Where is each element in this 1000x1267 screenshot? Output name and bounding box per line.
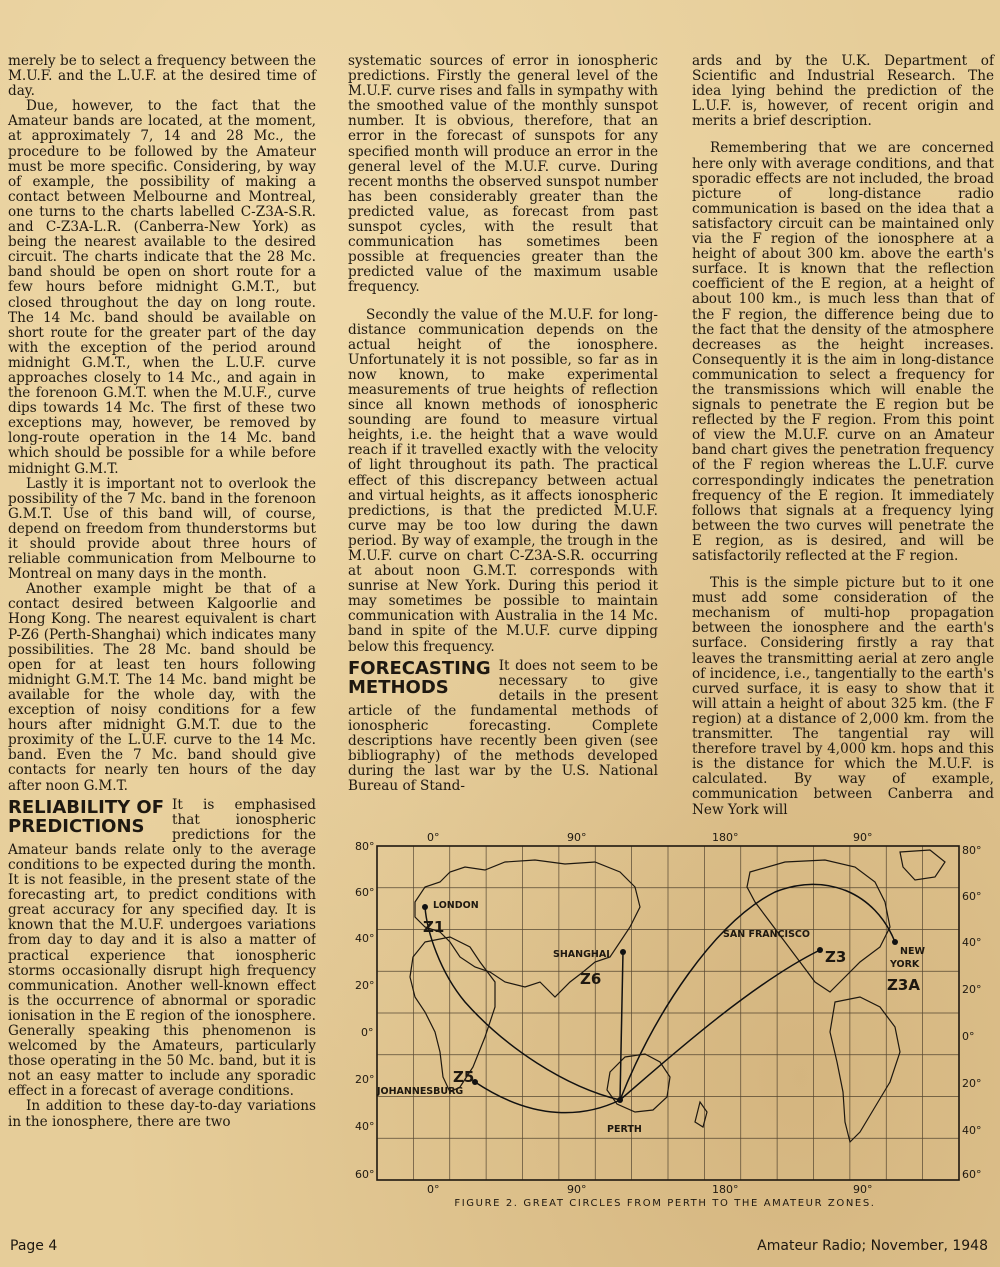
zone-label-z6: Z6 xyxy=(580,970,602,988)
london-marker xyxy=(422,904,428,910)
right-axis-label: 40° xyxy=(962,1124,982,1137)
map-svg xyxy=(355,832,990,1194)
bottom-axis-label: 180° xyxy=(712,1183,739,1194)
paragraph: In addition to these day-to-day variations in the ionosphere, there are two xyxy=(8,1098,316,1130)
right-axis-label: 80° xyxy=(962,844,982,857)
bottom-axis-label: 90° xyxy=(567,1183,587,1194)
left-axis-label: 20° xyxy=(355,1073,375,1086)
great-circle-perth-shanghai xyxy=(620,952,623,1100)
heading-line: RELIABILITY OF xyxy=(8,797,165,818)
great-circle-perth-new-york xyxy=(620,884,895,1100)
europe-asia-outline xyxy=(415,860,640,997)
left-axis-label: 40° xyxy=(355,932,375,945)
right-axis-label: 0° xyxy=(962,1030,975,1043)
shanghai-marker xyxy=(620,949,626,955)
top-axis-label: 0° xyxy=(427,832,440,844)
right-axis-label: 20° xyxy=(962,1077,982,1090)
zone-label-z3a: Z3A xyxy=(887,976,920,994)
top-axis-label: 180° xyxy=(712,832,739,844)
heading-line: PREDICTIONS xyxy=(8,815,145,837)
right-axis-label: 60° xyxy=(962,1168,982,1181)
figure-caption: FIGURE 2. GREAT CIRCLES FROM PERTH TO THE AMATEUR ZONES. xyxy=(454,1198,876,1209)
paragraph: Secondly the value of the M.U.F. for long-distance communication depends on the actual height of the ionosphere. Unfortunately it is not possible, so far as in now known, to make experimental measurements of true heights of reflection since all known methods of ionospheric sounding are found to measure virtual heights, i.e. the height that a wave would reach if it travelled exactly with the velocity of light throughout its path. The practical effect of this discrepancy between actual and virtual heights, as it affects ionospheric predictions, is that the predicted M.U.F. curve may be too low during the dawn period. By way of example, the trough in the M.U.F. curve on chart C-Z3A-S.R. occurring at about noon G.M.T. corresponds with sunrise at New York. During this period it may sometimes be possible to maintain communication with Australia in the 14 Mc. band in spite of the M.U.F. curve dipping below this frequency. xyxy=(348,306,658,655)
page-number: Page 4 xyxy=(10,1238,58,1254)
zone-label-z3: Z3 xyxy=(825,948,847,966)
left-axis-label: 0° xyxy=(361,1026,374,1039)
text-column-3 xyxy=(692,54,994,818)
paragraph: This is the simple picture but to it one must add some consideration of the mechanism of multi-hop propagation between the ionosphere and the earth's surface. Considering firstly a ray that leaves the transmitting aerial at zero angle of incidence, i.e., tangentially to the earth's curved surface, it is easy to show that it will attain a height of about 325 km. (the F region) at a distance of 2,000 km. from the transmitter. The tangential ray will therefore travel by 4,000 km. hops and this is the distance for which the M.U.F. is calculated. By way of example, communication between Canberra and New York will xyxy=(692,575,994,818)
heading-line: FORECASTING xyxy=(348,658,491,679)
heading-line: METHODS xyxy=(348,676,449,698)
section-heading xyxy=(348,659,491,697)
right-axis-label: 40° xyxy=(962,936,982,949)
paragraph: systematic sources of error in ionospheric predictions. Firstly the general level of the M.U.F. curve rises and falls in sympathy with the smoothed value of the monthly sunspot number. It is obvious, therefore, that an error in the forecast of sunspots for any specified month will produce an error in the general level of the M.U.F. curve. During recent months the observed sunspot number has been considerably greater than the predicted value, as forecast from past sunspot cycles, with the result that communication has sometimes been possible at frequencies greater than the predicted value of the maximum usable frequency. xyxy=(348,53,659,296)
bottom-axis-label: 90° xyxy=(853,1183,873,1194)
section-forecasting xyxy=(348,659,658,795)
city-label-san-francisco: SAN FRANCISCO xyxy=(723,929,810,940)
left-axis-label: 20° xyxy=(355,979,375,992)
zone-labels xyxy=(423,918,920,1086)
new-york-marker xyxy=(892,939,898,945)
map-grid xyxy=(377,846,959,1180)
section-heading xyxy=(8,798,164,836)
left-axis-label: 80° xyxy=(355,840,375,853)
zone-label-z5: Z5 xyxy=(453,1068,475,1086)
left-axis-label: 60° xyxy=(355,886,375,899)
south-america-outline xyxy=(830,997,900,1142)
city-label-new-york: YORK xyxy=(890,959,920,970)
text-column-1 xyxy=(8,54,316,1130)
city-label-london: LONDON xyxy=(433,900,479,911)
top-axis-label: 90° xyxy=(567,832,587,844)
bottom-axis-label: 0° xyxy=(427,1183,440,1194)
city-label-johannesburg: JOHANNESBURG xyxy=(377,1086,464,1097)
north-america-outline xyxy=(747,860,890,992)
paragraph: It does not seem to be necessary to give details in the present article of the fundamental methods of ionospheric forecasting. Complete descriptions have recently been given (see bibliography) of the methods developed during the last war by the U.S. National Bureau of Stand- xyxy=(348,658,658,795)
paragraph: It is emphasised that ionospheric predictions for the Amateur bands relate only to the average conditions to be expected during the month. It is not feasible, in the present state of the forecasting art, to predict conditions with great accuracy for any specified day. It is known that the M.U.F. undergoes variations from day to day and it is also a matter of practical experience that ionospheric storms occasionally disrupt high frequency communication. Another well-known effect is the occurrence of abnormal or sporadic ionisation in the E region of the ionosphere. Generally speaking this phenomenon is welcomed by the Amateurs, particularly those operating in the 50 Mc. band, but it is not an easy matter to include any sporadic effect in a forecast of average conditions. xyxy=(8,797,316,1100)
paragraph: Remembering that we are concerned here only with average conditions, and that sporadic effects are not included, the broad picture of long-distance radio communication is based on the idea that a satisfactory circuit can be maintained only via the F region of the ionosphere at a height of about 300 km. above the earth's surface. It is known that the reflection coefficient of the E region, at a height of about 100 km., is much less than that of the F region, the difference being due to the fact that the density of the atmosphere decreases as the height increases. Consequently it is the aim in long-distance communication to select a frequency for the transmissions which will enable the signals to penetrate the E region but be reflected by the F region. From this point of view the M.U.F. curve on an Amateur band chart gives the penetration frequency of the F region whereas the L.U.F. curve correspondingly indicates the penetration frequency of the E region. It immediately follows that signals at a frequency lying between the two curves will penetrate the E region, as is desired, and will be satisfactorily reflected at the F region. xyxy=(692,140,994,564)
paragraph: Due, however, to the fact that the Amateur bands are located, at the moment, at approximately 7, 14 and 28 Mc., the procedure to be followed by the Amateur must be more specific. Considering, by way of example, the possibility of making a contact between Melbourne and Montreal, one turns to the charts labelled C-Z3A-S.R. and C-Z3A-L.R. (Canberra-New York) as being the nearest available to the desired circuit. The charts indicate that the 28 Mc. band should be open on short route for a few hours before midnight G.M.T., but closed throughout the day on long route. The 14 Mc. band should be available on short route for the greater part of the day with the exception of the period around midnight G.M.T., when the L.U.F. curve approaches closely to 14 Mc., and again in the forenoon G.M.T. when the M.U.F., curve dips towards 14 Mc. The first of these two exceptions may, however, be removed by long-route operation in the 14 Mc. band which should be possible for a while before midnight G.M.T. xyxy=(8,98,316,477)
left-axis-label: 40° xyxy=(355,1120,375,1133)
new-zealand-outline xyxy=(695,1102,707,1127)
city-label-perth: PERTH xyxy=(607,1124,642,1135)
continents xyxy=(410,850,945,1142)
great-circle-perth-san-francisco xyxy=(620,950,820,1100)
paragraph: merely be to select a frequency between the M.U.F. and the L.U.F. at the desired time of day. xyxy=(8,53,316,100)
san-francisco-marker xyxy=(817,947,823,953)
great-circle-perth-johannesburg xyxy=(475,1082,620,1113)
right-axis-label: 60° xyxy=(962,890,982,903)
top-axis-label: 90° xyxy=(853,832,873,844)
city-label-new-york: NEW xyxy=(900,946,925,957)
great-circle-map xyxy=(355,832,990,1222)
zone-label-z1: Z1 xyxy=(423,918,445,936)
paragraph: Another example might be that of a contact desired between Kalgoorlie and Hong Kong. The nearest equivalent is chart P-Z6 (Perth-Shanghai) which indicates many possibilities. The 28 Mc. band should be open for at least ten hours following midnight G.M.T. The 14 Mc. band might be available for the whole day, with the exception of noisy conditions for a few hours after midnight G.M.T. due to the proximity of the L.U.F. curve to the 14 Mc. band. Even the 7 Mc. band should give contacts for nearly ten hours of the day after noon G.M.T. xyxy=(8,581,316,794)
perth-marker xyxy=(617,1097,623,1103)
text-column-2 xyxy=(348,54,658,795)
section-reliability xyxy=(8,798,316,1100)
left-axis-label: 60° xyxy=(355,1168,375,1181)
right-axis-label: 20° xyxy=(962,983,982,996)
paragraph: Lastly it is important not to overlook the possibility of the 7 Mc. band in the forenoon G.M.T. Use of this band will, of course, depend on freedom from thunderstorms but it should provide about three hours of reliable communication from Melbourne to Montreal on many days in the month. xyxy=(8,475,316,583)
city-label-shanghai: SHANGHAI xyxy=(553,949,610,960)
city-markers xyxy=(422,904,898,1103)
paragraph: ards and by the U.K. Department of Scientific and Industrial Research. The idea lying behind the prediction of the L.U.F. is, however, of recent origin and merits a brief description. xyxy=(692,53,994,130)
publication-footer: Amateur Radio; November, 1948 xyxy=(757,1238,988,1254)
